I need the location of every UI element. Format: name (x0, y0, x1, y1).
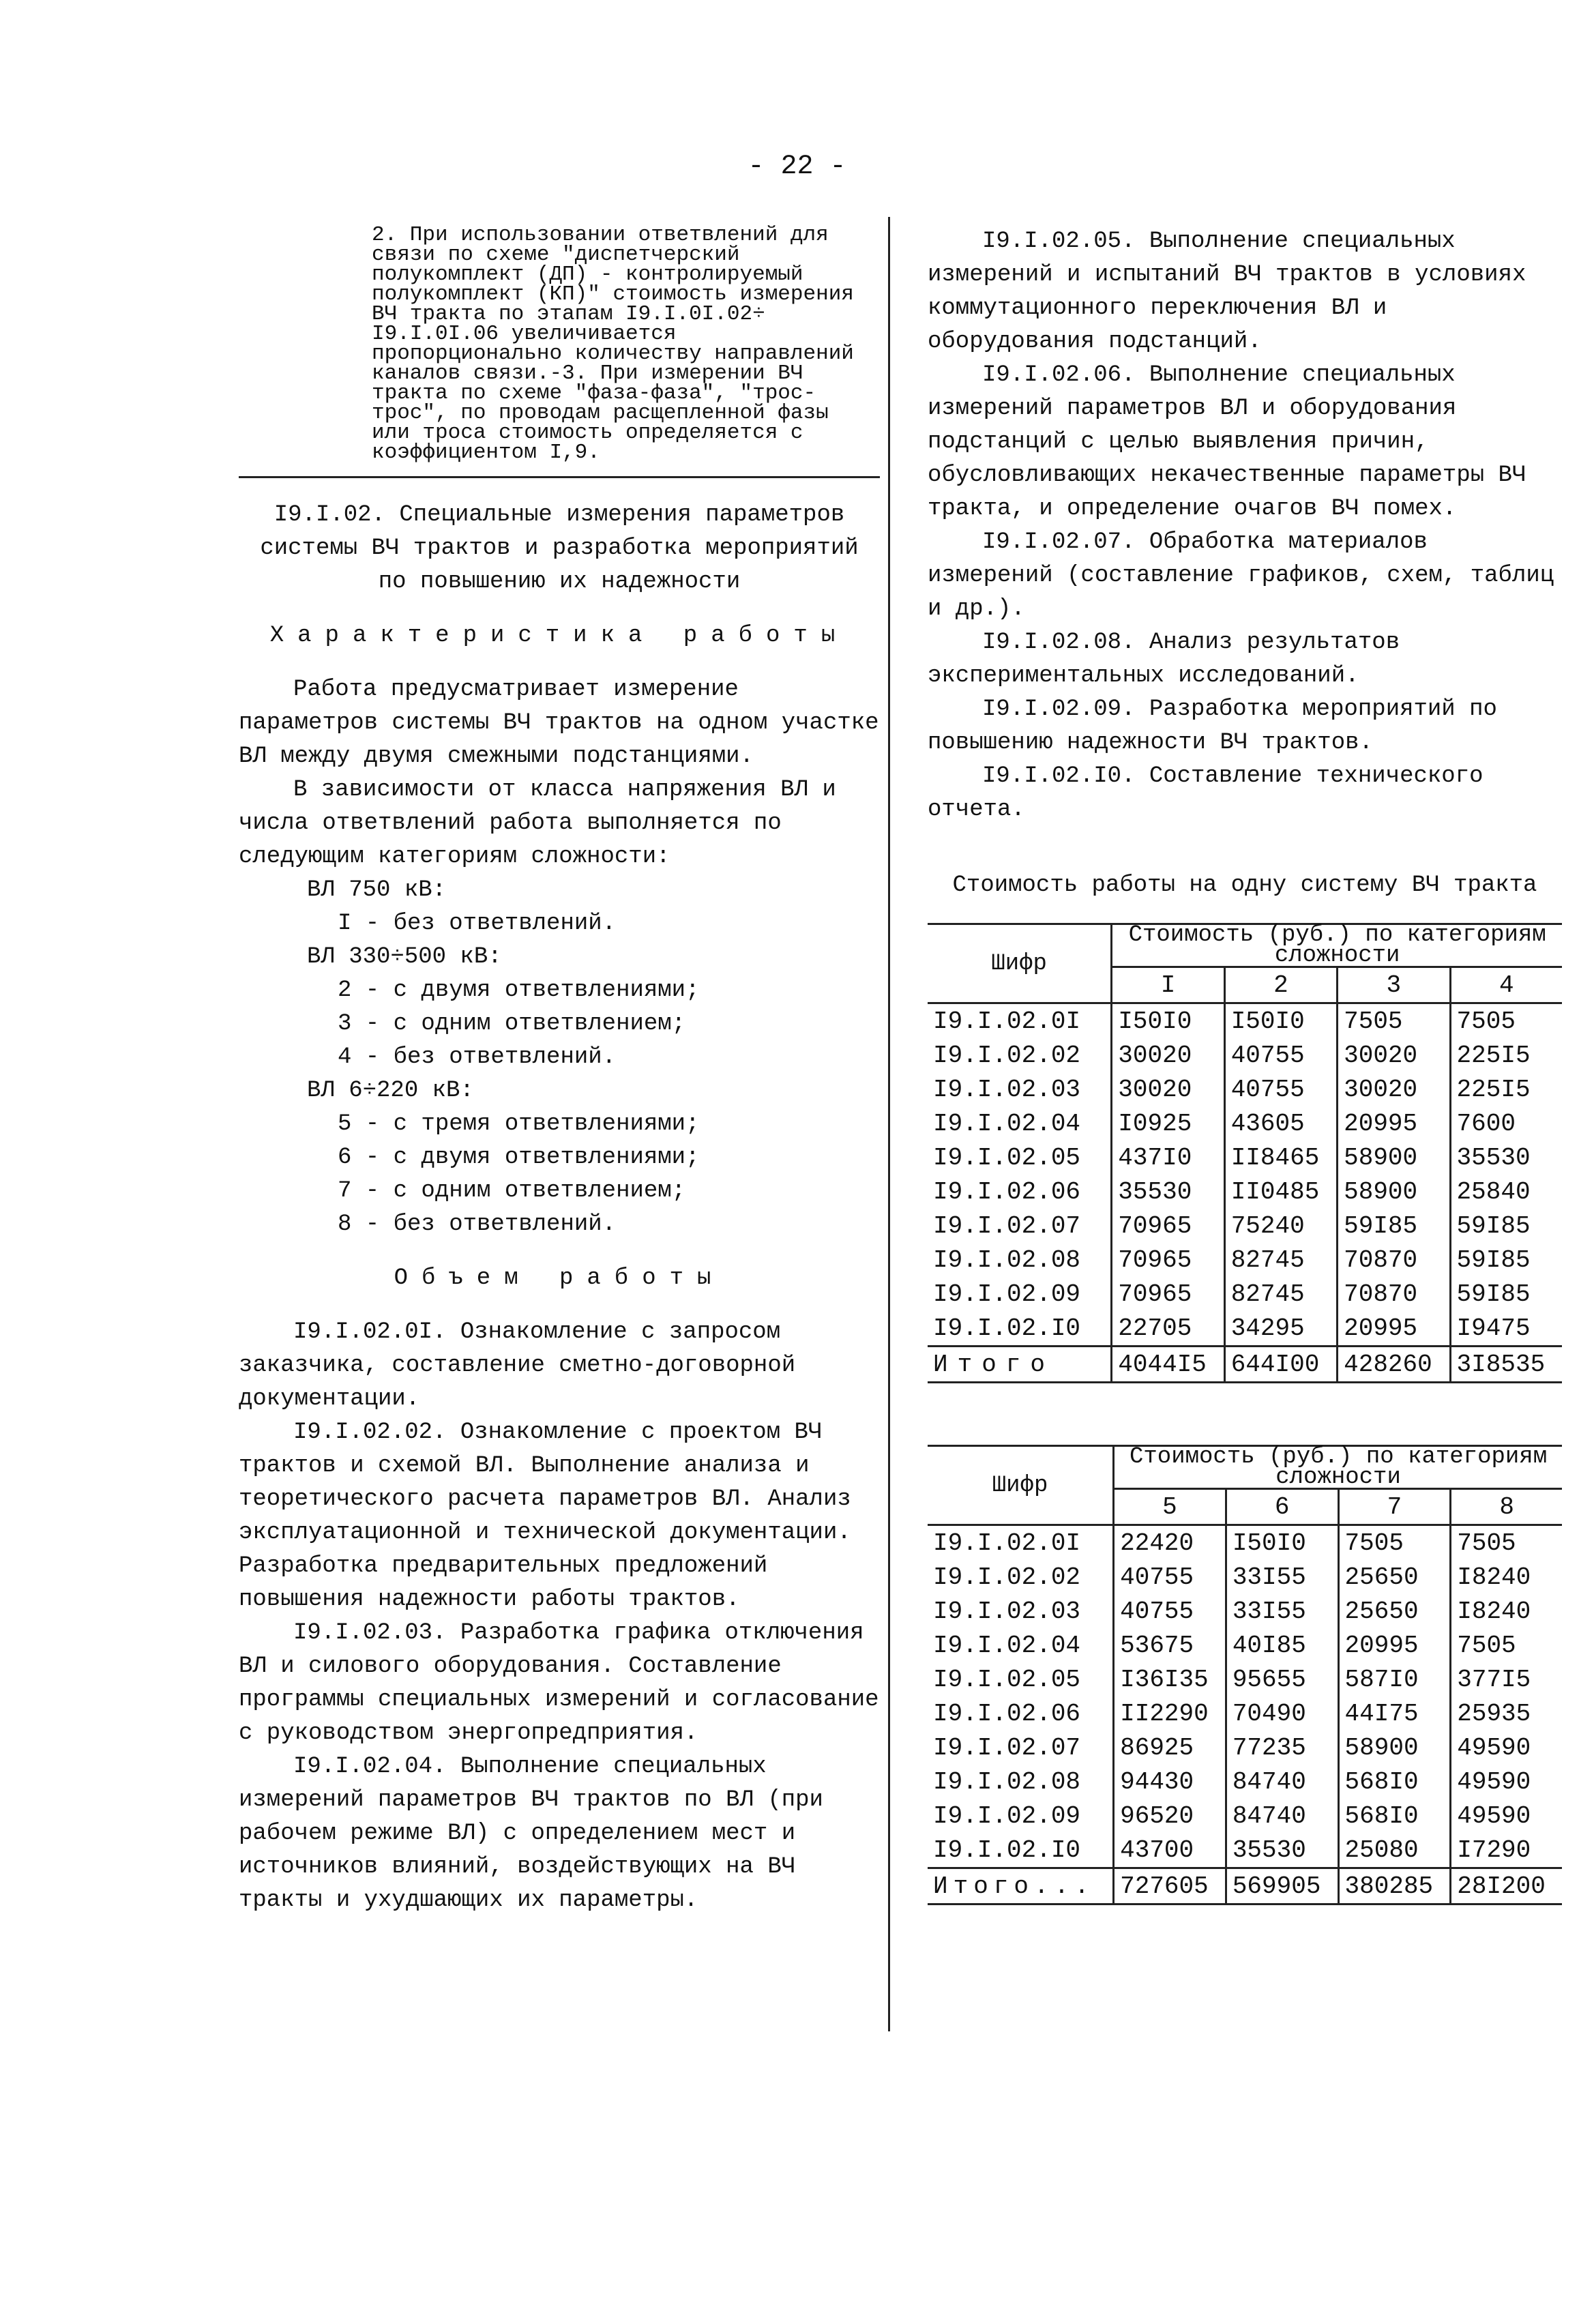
cost-cell: 53675 (1114, 1628, 1226, 1662)
table-row (928, 1277, 1562, 1311)
total-cell: 428260 (1338, 1347, 1450, 1383)
cost-cell: 30020 (1338, 1038, 1450, 1072)
cost-cell: 58900 (1338, 1141, 1450, 1175)
cost-cell: 33I55 (1226, 1594, 1338, 1628)
cost-cell: 49590 (1451, 1799, 1562, 1833)
cost-cell: 82745 (1224, 1277, 1337, 1311)
total-cell: 380285 (1338, 1868, 1451, 1904)
cost-cell: 25650 (1338, 1560, 1451, 1594)
cost-cell: 35530 (1112, 1175, 1224, 1209)
cost-cell: 49590 (1451, 1731, 1562, 1765)
table-row (928, 1662, 1562, 1696)
category-1: I - без ответвлений. (338, 911, 617, 937)
stage-09: I9.I.02.09. Разработка мероприятий по повышению надежности ВЧ трактов. (928, 696, 1497, 756)
cost-cell: 59I85 (1450, 1277, 1562, 1311)
row-code: I9.I.02.04 (933, 1631, 1081, 1660)
table-row (928, 1833, 1562, 1868)
category-col-header: 6 (1226, 1489, 1338, 1525)
cost-cell: 94430 (1114, 1765, 1226, 1799)
total-row (928, 1868, 1562, 1904)
paragraph-scope: Работа предусматривает измерение параметров системы ВЧ трактов на одном участке ВЛ между двумя смежными подстанциями. (239, 677, 879, 769)
table-row (928, 1243, 1562, 1277)
cost-cell: 70965 (1112, 1209, 1224, 1243)
row-code: I9.I.02.09 (933, 1280, 1081, 1308)
total-cell: 3I8535 (1450, 1347, 1562, 1383)
left-column (239, 225, 880, 1917)
cost-cell: 70965 (1112, 1277, 1224, 1311)
code-header: Шифр (992, 1472, 1048, 1499)
table-row (928, 1799, 1562, 1833)
cost-cell: 25840 (1450, 1175, 1562, 1209)
category-4: 4 - без ответвлений. (338, 1044, 617, 1070)
cost-cell: 70965 (1112, 1243, 1224, 1277)
cost-cell: I8240 (1451, 1560, 1562, 1594)
column-divider (888, 217, 890, 2031)
total-cell: 727605 (1114, 1868, 1226, 1904)
total-row (928, 1347, 1562, 1383)
cost-cell: 568I0 (1338, 1765, 1451, 1799)
cost-cell: 225I5 (1450, 1038, 1562, 1072)
category-col-header: 7 (1338, 1489, 1451, 1525)
total-label: Итого... (933, 1872, 1095, 1900)
cost-cell: 30020 (1112, 1038, 1224, 1072)
cost-cell: 59I85 (1338, 1209, 1450, 1243)
row-code: I9.I.02.07 (933, 1733, 1081, 1762)
cost-cell: 22705 (1112, 1311, 1224, 1347)
stage-08: I9.I.02.08. Анализ результатов экспериментальных исследований. (928, 630, 1400, 689)
category-col-header: 5 (1114, 1489, 1226, 1525)
vl-750-label: ВЛ 750 кВ: (307, 877, 447, 903)
cost-cell: 25650 (1338, 1594, 1451, 1628)
table-row (928, 1765, 1562, 1799)
cost-cell: 35530 (1450, 1141, 1562, 1175)
cost-cell: 82745 (1224, 1243, 1337, 1277)
total-cell: 4044I5 (1112, 1347, 1224, 1383)
row-code: I9.I.02.07 (933, 1211, 1081, 1240)
category-col-header: I (1112, 967, 1224, 1003)
cost-cell: 20995 (1338, 1628, 1451, 1662)
section-title-line-2: системы ВЧ трактов и разработка мероприятий (260, 535, 859, 561)
cost-cell: 43700 (1114, 1833, 1226, 1868)
row-code: I9.I.02.08 (933, 1246, 1081, 1274)
code-header: Шифр (991, 950, 1047, 977)
cost-cell: 40I85 (1226, 1628, 1338, 1662)
cost-cell: 587I0 (1338, 1662, 1451, 1696)
category-col-header: 4 (1450, 967, 1562, 1003)
vl-6-220-label: ВЛ 6÷220 кВ: (307, 1078, 474, 1104)
cost-cell: 437I0 (1112, 1141, 1224, 1175)
category-8: 8 - без ответвлений. (338, 1211, 617, 1237)
table-row (928, 1175, 1562, 1209)
cost-cell: 58900 (1338, 1175, 1450, 1209)
total-cell: 644I00 (1224, 1347, 1337, 1383)
row-code: I9.I.02.I0 (933, 1314, 1081, 1342)
row-code: I9.I.02.09 (933, 1801, 1081, 1830)
table-row (928, 1106, 1562, 1141)
total-cell: 569905 (1226, 1868, 1338, 1904)
category-col-header: 2 (1224, 967, 1337, 1003)
row-code: I9.I.02.04 (933, 1109, 1081, 1138)
cost-cell: 7505 (1451, 1525, 1562, 1561)
table-row (928, 1003, 1562, 1039)
cost-header: Стоимость (руб.) по категориям сложности (1112, 924, 1562, 967)
category-6: 6 - с двумя ответвлениями; (338, 1145, 700, 1171)
cost-table-categories-1-4 (928, 923, 1562, 1383)
cost-cell: I0925 (1112, 1106, 1224, 1141)
row-code: I9.I.02.05 (933, 1665, 1081, 1694)
total-cell: 28I200 (1451, 1868, 1562, 1904)
cost-cell: 225I5 (1450, 1072, 1562, 1106)
cost-cell: 20995 (1338, 1311, 1450, 1347)
cost-cell: 40755 (1114, 1560, 1226, 1594)
cost-cell: 7505 (1451, 1628, 1562, 1662)
row-code: I9.I.02.02 (933, 1563, 1081, 1591)
table-row (928, 1560, 1562, 1594)
scope-heading: Объем работы (394, 1265, 725, 1291)
cost-cell: 7505 (1338, 1525, 1451, 1561)
table-row (928, 1731, 1562, 1765)
cost-cell: 20995 (1338, 1106, 1450, 1141)
table-row (928, 1628, 1562, 1662)
stage-07: I9.I.02.07. Обработка материалов измерений (составление графиков, схем, таблиц и др.). (928, 529, 1554, 622)
cost-cell: 77235 (1226, 1731, 1338, 1765)
cost-cell: I50I0 (1226, 1525, 1338, 1561)
cost-cell: 377I5 (1451, 1662, 1562, 1696)
row-code: I9.I.02.05 (933, 1143, 1081, 1172)
table-row (928, 1209, 1562, 1243)
cost-cell: 95655 (1226, 1662, 1338, 1696)
cost-cell: 40755 (1224, 1072, 1337, 1106)
cost-cell: 84740 (1226, 1799, 1338, 1833)
table-row (928, 1594, 1562, 1628)
table-row (928, 1525, 1562, 1561)
footnote: 2. При использовании ответвлений для связи по схеме "диспетчерский полукомплект (ДП) - контролируемый полукомплект (КП)" стоимость измерения ВЧ тракта по этапам I9.I.0I.02÷ I9.I.0I.06 увеличивается пропорционально количеству направлений каналов связи.-3. При измерении ВЧ тракта по схеме "фаза-фаза", "трос-трос", по проводам расщепленной фазы или троса стоимость определяется с коэффициентом I,9. (372, 223, 854, 465)
stage-06: I9.I.02.06. Выполнение специальных измерений параметров ВЛ и оборудования подстанций с целью выявления причин, обусловливающих некачественные параметры ВЧ тракта, и определение очагов ВЧ помех. (928, 362, 1526, 522)
cost-cell: 30020 (1112, 1072, 1224, 1106)
cost-cell: 44I75 (1338, 1696, 1451, 1731)
characteristics-heading: Характеристика работы (269, 623, 849, 649)
stage-03: I9.I.02.03. Разработка графика отключения ВЛ и силового оборудования. Составление программы специальных измерений и согласование с руководством энергопредприятия. (239, 1620, 879, 1746)
cost-cell: 49590 (1451, 1765, 1562, 1799)
row-code: I9.I.02.03 (933, 1597, 1081, 1626)
row-code: I9.I.02.I0 (933, 1836, 1081, 1864)
row-code: I9.I.02.06 (933, 1177, 1081, 1206)
stage-10: I9.I.02.I0. Составление технического отчета. (928, 763, 1484, 823)
cost-cell: 25935 (1451, 1696, 1562, 1731)
row-code: I9.I.02.03 (933, 1075, 1081, 1104)
cost-table-categories-5-8 (928, 1445, 1562, 1905)
cost-cell: 58900 (1338, 1731, 1451, 1765)
cost-cell: I9475 (1450, 1311, 1562, 1347)
cost-cell: I36I35 (1114, 1662, 1226, 1696)
table-row (928, 1696, 1562, 1731)
row-code: I9.I.02.06 (933, 1699, 1081, 1728)
section-title-line-3: по повышению их надежности (378, 569, 741, 595)
table-row (928, 1311, 1562, 1347)
vl-330-500-label: ВЛ 330÷500 кВ: (307, 944, 502, 970)
cost-cell: 30020 (1338, 1072, 1450, 1106)
cost-cell: 70870 (1338, 1243, 1450, 1277)
table-row (928, 1072, 1562, 1106)
cost-cell: 22420 (1114, 1525, 1226, 1561)
cost-cell: 70490 (1226, 1696, 1338, 1731)
cost-cell: I8240 (1451, 1594, 1562, 1628)
category-2: 2 - с двумя ответвлениями; (338, 977, 700, 1003)
stage-01: I9.I.02.0I. Ознакомление с запросом заказчика, составление сметно-договорной документации. (239, 1319, 796, 1412)
category-5: 5 - с тремя ответвлениями; (338, 1111, 700, 1137)
row-code: I9.I.02.08 (933, 1767, 1081, 1796)
right-column (928, 225, 1562, 1905)
cost-cell: 40755 (1224, 1038, 1337, 1072)
row-code: I9.I.02.0I (933, 1007, 1081, 1035)
cost-cell: I50I0 (1112, 1003, 1224, 1039)
category-col-header: 8 (1451, 1489, 1562, 1525)
cost-cell: 59I85 (1450, 1209, 1562, 1243)
table-row (928, 1038, 1562, 1072)
category-col-header: 3 (1338, 967, 1450, 1003)
cost-cell: 59I85 (1450, 1243, 1562, 1277)
page-number: - 22 - (748, 151, 846, 182)
stage-04: I9.I.02.04. Выполнение специальных измерений параметров ВЧ трактов по ВЛ (при рабочем режиме ВЛ) с определением мест и источников влияний, воздействующих на ВЧ тракты и ухудшающих их параметры. (239, 1754, 823, 1913)
stage-02: I9.I.02.02. Ознакомление с проектом ВЧ трактов и схемой ВЛ. Выполнение анализа и теоретического расчета параметров ВЛ. Анализ эксплуатационной и технической документации. Разработка предварительных предложений повышения надежности работы трактов. (239, 1420, 851, 1613)
cost-cell: 96520 (1114, 1799, 1226, 1833)
cost-cell: 568I0 (1338, 1799, 1451, 1833)
cost-cell: 7600 (1450, 1106, 1562, 1141)
cost-cell: I7290 (1451, 1833, 1562, 1868)
paragraph-categories: В зависимости от класса напряжения ВЛ и числа ответвлений работа выполняется по следующим категориям сложности: (239, 777, 836, 870)
cost-cell: 7505 (1450, 1003, 1562, 1039)
cost-cell: I50I0 (1224, 1003, 1337, 1039)
cost-cell: 34295 (1224, 1311, 1337, 1347)
section-title-line-1: I9.I.02. Специальные измерения параметров (274, 502, 845, 528)
cost-cell: 33I55 (1226, 1560, 1338, 1594)
cost-cell: 75240 (1224, 1209, 1337, 1243)
footnote-rule (239, 476, 880, 478)
cost-cell: 25080 (1338, 1833, 1451, 1868)
row-code: I9.I.02.02 (933, 1041, 1081, 1070)
cost-cell: II2290 (1114, 1696, 1226, 1731)
stage-05: I9.I.02.05. Выполнение специальных измерений и испытаний ВЧ трактов в условиях коммутационного переключения ВЛ и оборудования подстанций. (928, 229, 1526, 355)
category-7: 7 - с одним ответвлением; (338, 1178, 686, 1204)
category-3: 3 - с одним ответвлением; (338, 1011, 686, 1037)
cost-cell: 84740 (1226, 1765, 1338, 1799)
cost-cell: II0485 (1224, 1175, 1337, 1209)
cost-cell: 70870 (1338, 1277, 1450, 1311)
table-caption: Стоимость работы на одну систему ВЧ тракта (952, 872, 1537, 898)
total-label: Итого (933, 1350, 1055, 1379)
table-row (928, 1141, 1562, 1175)
cost-cell: II8465 (1224, 1141, 1337, 1175)
row-code: I9.I.02.0I (933, 1529, 1081, 1557)
cost-cell: 7505 (1338, 1003, 1450, 1039)
cost-cell: 86925 (1114, 1731, 1226, 1765)
cost-cell: 43605 (1224, 1106, 1337, 1141)
cost-cell: 40755 (1114, 1594, 1226, 1628)
cost-header: Стоимость (руб.) по категориям сложности (1114, 1446, 1562, 1489)
cost-cell: 35530 (1226, 1833, 1338, 1868)
